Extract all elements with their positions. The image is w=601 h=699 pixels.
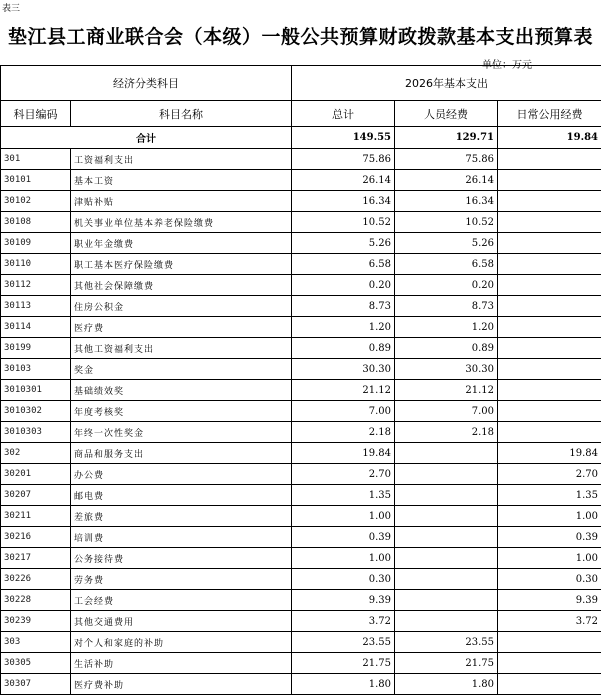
cell-total: 26.14	[292, 170, 395, 191]
cell-name: 其他交通费用	[71, 611, 292, 632]
cell-personnel: 0.89	[395, 338, 498, 359]
cell-total: 21.75	[292, 653, 395, 674]
cell-code: 30109	[1, 233, 71, 254]
cell-name: 基础绩效奖	[71, 380, 292, 401]
cell-public	[498, 401, 601, 422]
cell-total: 21.12	[292, 380, 395, 401]
table-row	[1, 506, 601, 527]
table-row	[1, 632, 601, 653]
cell-total: 0.39	[292, 527, 395, 548]
table-row	[1, 590, 601, 611]
cell-name: 医疗费	[71, 317, 292, 338]
cell-personnel	[395, 569, 498, 590]
cell-code: 3010302	[1, 401, 71, 422]
cell-code: 30113	[1, 296, 71, 317]
cell-public	[498, 338, 601, 359]
cell-public: 0.30	[498, 569, 601, 590]
cell-code: 30307	[1, 674, 71, 695]
table-row	[1, 317, 601, 338]
cell-personnel: 23.55	[395, 632, 498, 653]
cell-public: 1.35	[498, 485, 601, 506]
table-row	[1, 443, 601, 464]
cell-public	[498, 149, 601, 170]
cell-code: 30226	[1, 569, 71, 590]
cell-personnel: 2.18	[395, 422, 498, 443]
header-row-columns	[1, 101, 601, 127]
cell-total: 0.30	[292, 569, 395, 590]
cell-public	[498, 296, 601, 317]
cell-total: 1.00	[292, 548, 395, 569]
cell-name: 职业年金缴费	[71, 233, 292, 254]
table-row	[1, 338, 601, 359]
table-row	[1, 191, 601, 212]
page-title: 垫江县工商业联合会（本级）一般公共预算财政拨款基本支出预算表	[7, 26, 593, 48]
table-row	[1, 254, 601, 275]
cell-public: 0.39	[498, 527, 601, 548]
table-row	[1, 485, 601, 506]
cell-code: 30211	[1, 506, 71, 527]
cell-personnel	[395, 611, 498, 632]
table-row	[1, 422, 601, 443]
cell-code: 30207	[1, 485, 71, 506]
cell-code: 302	[1, 443, 71, 464]
cell-total: 0.89	[292, 338, 395, 359]
cell-name: 津贴补贴	[71, 191, 292, 212]
cell-personnel: 8.73	[395, 296, 498, 317]
cell-code: 30201	[1, 464, 71, 485]
cell-personnel: 21.75	[395, 653, 498, 674]
total-label: 合计	[1, 127, 292, 149]
cell-code: 30305	[1, 653, 71, 674]
cell-name: 工资福利支出	[71, 149, 292, 170]
table-row	[1, 170, 601, 191]
cell-total: 5.26	[292, 233, 395, 254]
column-header-public: 日常公用经费	[498, 101, 601, 127]
cell-name: 对个人和家庭的补助	[71, 632, 292, 653]
cell-public	[498, 212, 601, 233]
cell-total: 2.70	[292, 464, 395, 485]
cell-public	[498, 254, 601, 275]
cell-name: 奖金	[71, 359, 292, 380]
cell-total: 23.55	[292, 632, 395, 653]
cell-public	[498, 674, 601, 695]
table-row	[1, 548, 601, 569]
cell-total: 1.35	[292, 485, 395, 506]
cell-total: 1.20	[292, 317, 395, 338]
cell-name: 年度考核奖	[71, 401, 292, 422]
header-row-group	[1, 66, 601, 101]
table-row	[1, 464, 601, 485]
cell-total: 10.52	[292, 212, 395, 233]
cell-code: 301	[1, 149, 71, 170]
cell-code: 3010301	[1, 380, 71, 401]
unit-label: 单位：万元	[482, 60, 532, 71]
table-row	[1, 149, 601, 170]
cell-total: 8.73	[292, 296, 395, 317]
total-row	[1, 127, 601, 149]
cell-personnel	[395, 548, 498, 569]
cell-total: 7.00	[292, 401, 395, 422]
cell-total: 1.00	[292, 506, 395, 527]
cell-public	[498, 275, 601, 296]
cell-name: 工会经费	[71, 590, 292, 611]
cell-code: 30228	[1, 590, 71, 611]
cell-name: 年终一次性奖金	[71, 422, 292, 443]
cell-code: 30102	[1, 191, 71, 212]
cell-personnel	[395, 464, 498, 485]
cell-code: 303	[1, 632, 71, 653]
cell-name: 其他社会保障缴费	[71, 275, 292, 296]
cell-code: 30114	[1, 317, 71, 338]
cell-total: 0.20	[292, 275, 395, 296]
header-basic-expenditure: 2026年基本支出	[292, 66, 601, 101]
cell-public	[498, 233, 601, 254]
cell-code: 30216	[1, 527, 71, 548]
cell-name: 基本工资	[71, 170, 292, 191]
cell-total: 6.58	[292, 254, 395, 275]
cell-personnel: 21.12	[395, 380, 498, 401]
column-header-total: 总计	[292, 101, 395, 127]
table-row	[1, 401, 601, 422]
cell-name: 公务接待费	[71, 548, 292, 569]
cell-name: 商品和服务支出	[71, 443, 292, 464]
cell-name: 职工基本医疗保险缴费	[71, 254, 292, 275]
cell-personnel: 16.34	[395, 191, 498, 212]
cell-name: 办公费	[71, 464, 292, 485]
column-header-personnel: 人员经费	[395, 101, 498, 127]
table-row	[1, 653, 601, 674]
cell-total: 2.18	[292, 422, 395, 443]
cell-total: 75.86	[292, 149, 395, 170]
cell-personnel	[395, 506, 498, 527]
cell-personnel	[395, 590, 498, 611]
column-header-code: 科目编码	[1, 101, 71, 127]
cell-personnel	[395, 527, 498, 548]
table-row	[1, 296, 601, 317]
cell-name: 住房公积金	[71, 296, 292, 317]
cell-total: 1.80	[292, 674, 395, 695]
cell-name: 劳务费	[71, 569, 292, 590]
header-economic-classification: 经济分类科目	[1, 66, 292, 101]
cell-public	[498, 653, 601, 674]
cell-total: 30.30	[292, 359, 395, 380]
table-row	[1, 212, 601, 233]
cell-public	[498, 632, 601, 653]
cell-code: 30112	[1, 275, 71, 296]
cell-personnel: 7.00	[395, 401, 498, 422]
cell-personnel: 0.20	[395, 275, 498, 296]
cell-public	[498, 380, 601, 401]
table-row	[1, 359, 601, 380]
cell-public	[498, 317, 601, 338]
table-row	[1, 275, 601, 296]
table-row	[1, 569, 601, 590]
cell-public	[498, 422, 601, 443]
cell-total: 9.39	[292, 590, 395, 611]
cell-name: 生活补助	[71, 653, 292, 674]
table-row	[1, 527, 601, 548]
budget-table	[0, 65, 601, 695]
cell-name: 其他工资福利支出	[71, 338, 292, 359]
cell-name: 差旅费	[71, 506, 292, 527]
total-public: 19.84	[498, 127, 601, 149]
table-row	[1, 611, 601, 632]
cell-name: 机关事业单位基本养老保险缴费	[71, 212, 292, 233]
cell-personnel: 1.20	[395, 317, 498, 338]
total-value: 149.55	[292, 127, 395, 149]
cell-public	[498, 170, 601, 191]
cell-personnel: 1.80	[395, 674, 498, 695]
cell-total: 3.72	[292, 611, 395, 632]
cell-public	[498, 191, 601, 212]
cell-name: 邮电费	[71, 485, 292, 506]
cell-public: 1.00	[498, 506, 601, 527]
cell-total: 19.84	[292, 443, 395, 464]
column-header-name: 科目名称	[71, 101, 292, 127]
table-row	[1, 233, 601, 254]
cell-code: 30199	[1, 338, 71, 359]
cell-code: 30101	[1, 170, 71, 191]
cell-public: 9.39	[498, 590, 601, 611]
total-personnel: 129.71	[395, 127, 498, 149]
cell-code: 30110	[1, 254, 71, 275]
cell-public: 3.72	[498, 611, 601, 632]
cell-personnel	[395, 485, 498, 506]
table-number-label: 表三	[2, 4, 21, 14]
cell-total: 16.34	[292, 191, 395, 212]
cell-code: 30217	[1, 548, 71, 569]
cell-public: 1.00	[498, 548, 601, 569]
cell-personnel: 5.26	[395, 233, 498, 254]
cell-personnel: 26.14	[395, 170, 498, 191]
cell-personnel	[395, 443, 498, 464]
cell-personnel: 10.52	[395, 212, 498, 233]
cell-code: 30239	[1, 611, 71, 632]
cell-public: 19.84	[498, 443, 601, 464]
cell-code: 3010303	[1, 422, 71, 443]
cell-name: 培训费	[71, 527, 292, 548]
table-row	[1, 380, 601, 401]
cell-public	[498, 359, 601, 380]
cell-personnel: 6.58	[395, 254, 498, 275]
table-row	[1, 674, 601, 695]
cell-name: 医疗费补助	[71, 674, 292, 695]
cell-personnel: 30.30	[395, 359, 498, 380]
cell-code: 30103	[1, 359, 71, 380]
cell-personnel: 75.86	[395, 149, 498, 170]
cell-public: 2.70	[498, 464, 601, 485]
cell-code: 30108	[1, 212, 71, 233]
